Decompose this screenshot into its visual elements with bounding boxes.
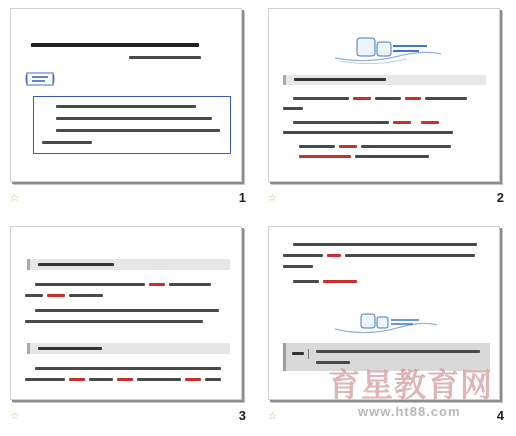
highlight-text — [299, 155, 351, 158]
highlight-text — [117, 378, 133, 381]
slide-thumbnail-2[interactable] — [258, 0, 516, 218]
watermark-text: 育星教育网 — [328, 366, 494, 404]
slide-thumbnail-3[interactable] — [0, 218, 258, 436]
slide-1-objective-line — [56, 117, 212, 120]
slide-number: 2 — [496, 190, 504, 205]
slide-1-canvas — [10, 8, 242, 182]
highlight-text — [339, 145, 357, 148]
highlight-text — [327, 254, 341, 257]
slide-3-canvas — [10, 226, 242, 400]
star-icon: ☆ — [10, 411, 19, 422]
highlight-text — [353, 97, 371, 100]
slide-3-section-header — [27, 343, 230, 354]
slide-2-canvas — [268, 8, 500, 182]
slide-1-subtitle — [129, 56, 201, 59]
highlight-text — [421, 121, 439, 124]
scroll-banner-icon — [25, 69, 55, 89]
slide-1-title — [31, 43, 199, 47]
star-icon: ☆ — [10, 193, 19, 204]
slide-thumbnail-4[interactable] — [258, 218, 516, 436]
note-tag-icon — [290, 349, 309, 359]
highlight-text — [69, 378, 85, 381]
slide-4-canvas — [268, 226, 500, 400]
star-icon: ☆ — [268, 411, 277, 422]
slide-number: 3 — [238, 408, 246, 423]
slide-1-objective-line — [42, 141, 92, 144]
slide-1-objective-line — [56, 105, 196, 108]
highlight-text — [323, 280, 357, 283]
highlight-text — [47, 294, 65, 297]
highlight-text — [393, 121, 411, 124]
slide-1-objectives-box — [33, 96, 231, 154]
slide-number: 4 — [496, 408, 504, 423]
slide-3-section-header — [27, 259, 230, 270]
decorative-logo-icon — [331, 311, 441, 337]
slide-number: 1 — [238, 190, 246, 205]
star-icon: ☆ — [268, 193, 277, 204]
highlight-text — [185, 378, 201, 381]
slide-2-section-header — [283, 75, 486, 85]
slide-1-objective-line — [56, 129, 220, 132]
watermark-url: www.ht88.com — [358, 404, 461, 419]
slide-4-note-box — [283, 343, 490, 371]
slide-thumbnail-1[interactable] — [0, 0, 258, 218]
highlight-text — [149, 283, 165, 286]
highlight-text — [405, 97, 421, 100]
decorative-logo-icon — [327, 34, 447, 68]
